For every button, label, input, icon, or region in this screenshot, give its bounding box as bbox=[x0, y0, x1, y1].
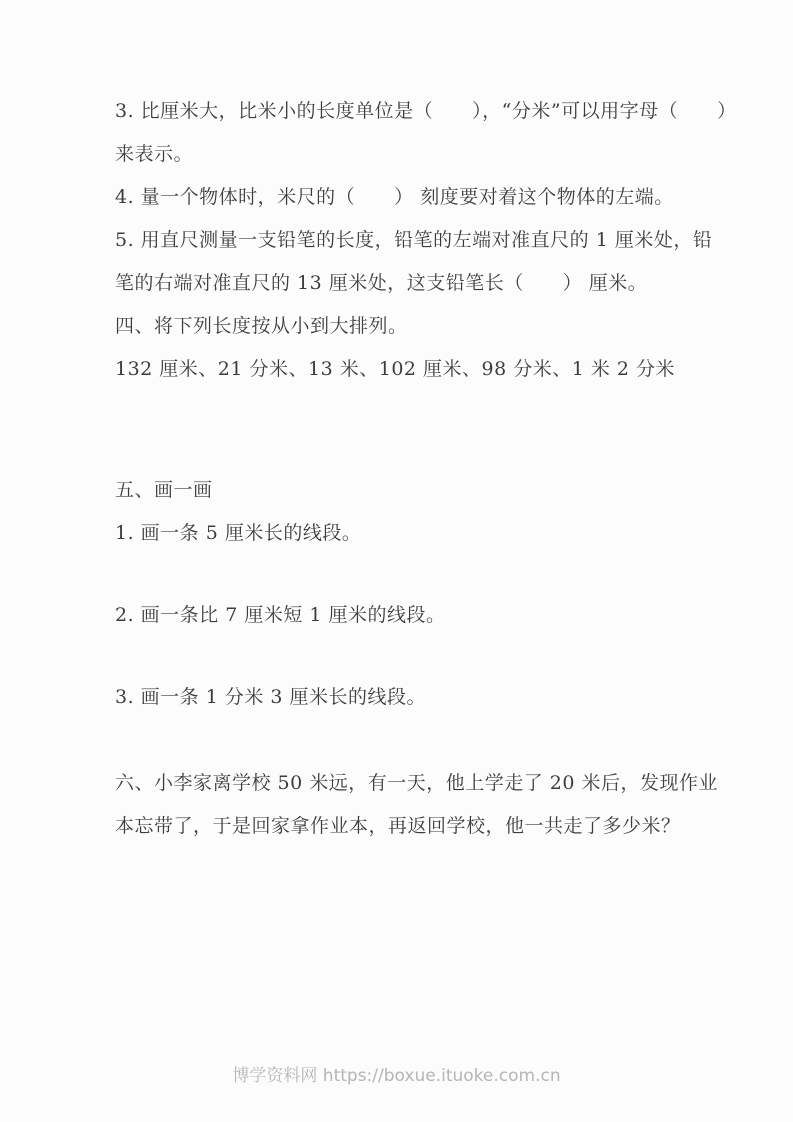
section-4-lengths-list: 132 厘米、21 分米、13 米、102 厘米、98 分米、1 米 2 分米 bbox=[115, 358, 676, 380]
watermark-footer bbox=[0, 1062, 793, 1090]
section-5-item-2: 2. 画一条比 7 厘米短 1 厘米的线段。 bbox=[115, 604, 446, 626]
section-6-line-2: 本忘带了，于是回家拿作业本，再返回学校，他一共走了多少米？ bbox=[115, 815, 681, 837]
section-5-item-1: 1. 画一条 5 厘米长的线段。 bbox=[115, 522, 362, 544]
worksheet-content bbox=[115, 90, 737, 848]
section-5-item-3: 3. 画一条 1 分米 3 厘米长的线段。 bbox=[115, 686, 427, 708]
question-4: 4. 量一个物体时，米尺的（ ） 刻度要对着这个物体的左端。 bbox=[115, 186, 674, 208]
question-5-line-1: 5. 用直尺测量一支铅笔的长度，铅笔的左端对准直尺的 1 厘米处，铅 bbox=[115, 229, 713, 251]
question-3-line-1: 3. 比厘米大，比米小的长度单位是（ ），“分米”可以用字母（ ） bbox=[115, 100, 737, 122]
section-6-line-1: 六、小李家离学校 50 米远，有一天，他上学走了 20 米后，发现作业 bbox=[115, 772, 719, 794]
watermark-text: 博学资料网 https://boxue.ituoke.com.cn bbox=[232, 1066, 561, 1086]
section-4-heading: 四、将下列长度按从小到大排列。 bbox=[115, 315, 408, 337]
section-5-heading: 五、画一画 bbox=[115, 479, 213, 501]
question-5-line-2: 笔的右端对准直尺的 13 厘米处，这支铅笔长（ ） 厘米。 bbox=[115, 272, 648, 294]
question-3-line-2: 来表示。 bbox=[115, 143, 194, 165]
